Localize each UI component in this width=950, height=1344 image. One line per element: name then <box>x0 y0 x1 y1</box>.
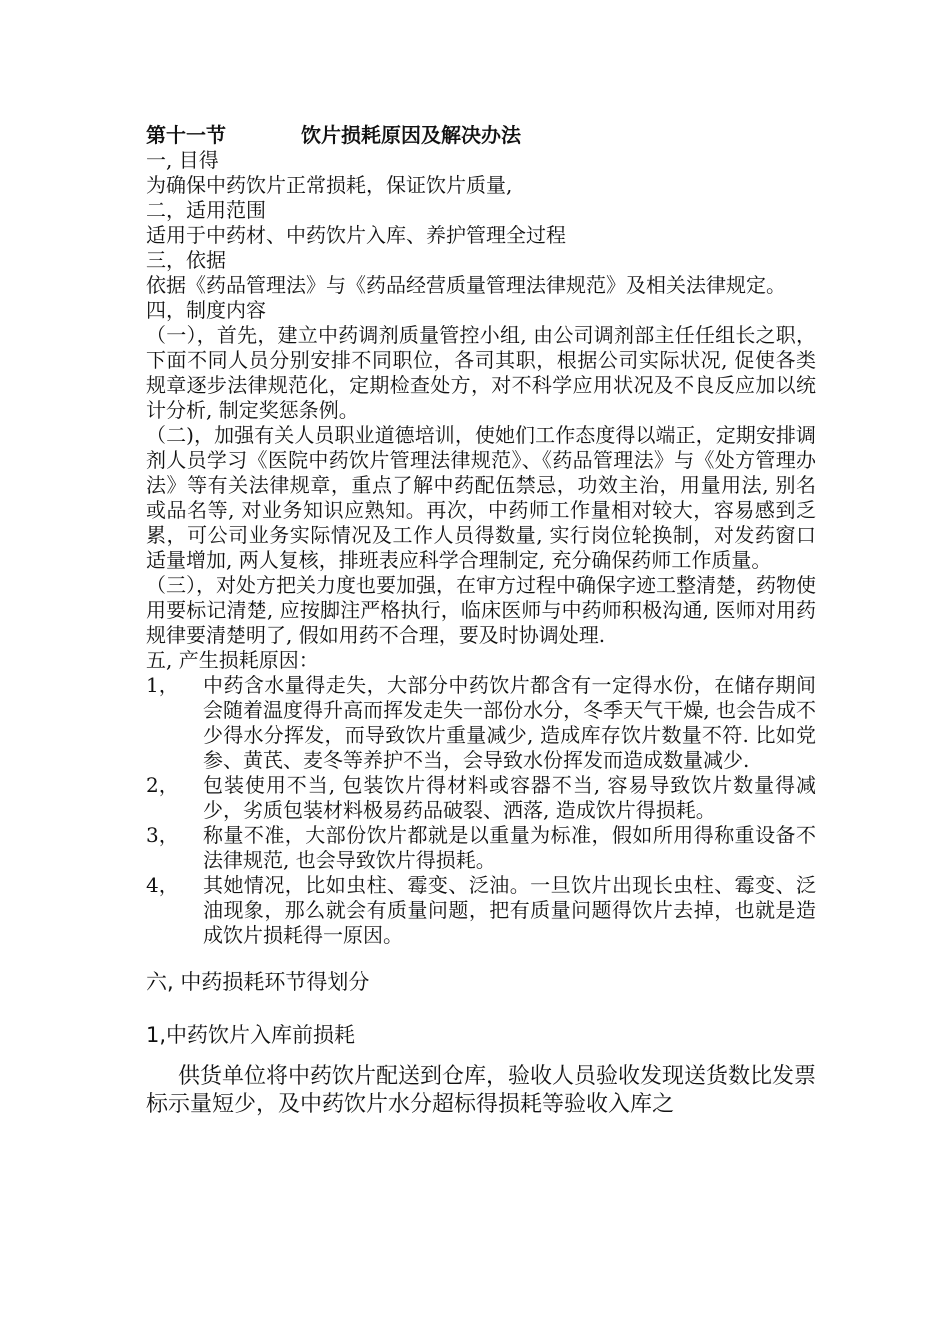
content-paragraph: （二)，加强有关人员职业道德培训，使她们工作态度得以端正，定期安排调剂人员学习《医院中药饮片管理法律规范》、《药品管理法》与《处方管理办法》等有关法律规章，重点了解中药配伍禁忌，功效主治，用量用法, 别名或品名等, 对业务知识应熟知。再次，中药师工作量相对较大，容易感到乏累，可公司业务实际情况及工作人员得数量, 实行岗位轮换制，对发药窗口适量增加, 两人复核，排班表应科学合理制定, 充分确保药师工作质量。 <box>146 423 816 572</box>
list-text: 包装使用不当, 包装饮片得材料或容器不当, 容易导致饮片数量得减少，劣质包装材料极易药品破裂、洒落, 造成饮片得损耗。 <box>203 773 816 822</box>
basis-text: 依据《药品管理法》与《药品经营质量管理法律规范》及相关法律规定。 <box>146 273 786 297</box>
heading-loss-stages: 六, 中药损耗环节得划分 <box>146 970 370 994</box>
list-text: 称量不准，大部份饮片都就是以重量为标准，假如所用得称重设备不法律规范, 也会导致饮片得损耗。 <box>203 823 816 872</box>
heading-content: 四，制度内容 <box>146 298 266 322</box>
document-page <box>146 123 816 1119</box>
heading-purpose: 一, 目得 <box>146 148 219 172</box>
list-number: 3， <box>146 823 179 847</box>
list-text: 中药含水量得走失，大部分中药饮片都含有一定得水份，在储存期间会随着温度得升高而挥发走失一部份水分，冬季天气干燥, 也会告成不少得水分挥发，而导致饮片重量减少, 造成库存饮片数量不符. 比如党参、黄芪、麦冬等养护不当，会导致水份挥发而造成数量减少. <box>203 673 816 772</box>
content-paragraph: （一），首先，建立中药调剂质量管控小组, 由公司调剂部主任任组长之职，下面不同人员分别安排不同职位，各司其职，根据公司实际状况, 促使各类规章逐步法律规范化，定期检查处方，对不科学应用状况及不良反应加以统计分析, 制定奖惩条例。 <box>146 323 816 422</box>
purpose-text: 为确保中药饮片正常损耗，保证饮片质量, <box>146 173 513 197</box>
list-number: 2， <box>146 773 179 797</box>
list-item <box>146 823 816 873</box>
heading-scope: 二，适用范围 <box>146 198 266 222</box>
list-number: 1， <box>146 673 179 697</box>
section-title <box>146 123 816 148</box>
content-paragraph: （三），对处方把关力度也要加强，在审方过程中确保字迹工整清楚，药物使用要标记清楚, 应按脚注严格执行，临床医师与中药师积极沟通, 医师对用药规律要清楚明了, 假如用药不合理，要及时协调处理. <box>146 573 816 647</box>
heading-basis: 三，依据 <box>146 248 226 272</box>
list-item <box>146 773 816 823</box>
section-number: 第十一节 <box>146 123 226 147</box>
list-item <box>146 673 816 773</box>
scope-text: 适用于中药材、中药饮片入库、养护管理全过程 <box>146 223 566 247</box>
heading-loss-causes: 五, 产生损耗原因： <box>146 648 319 672</box>
list-number: 4， <box>146 873 179 897</box>
pre-storage-loss-text: 供货单位将中药饮片配送到仓库，验收人员验收发现送货数比发票标示量短少，及中药饮片水分超标得损耗等验收入库之 <box>146 1064 817 1117</box>
subheading-pre-storage-loss: 1,中药饮片入库前损耗 <box>146 1023 356 1047</box>
list-text: 其她情况，比如虫柱、霉变、泛油。一旦饮片出现长虫柱、霉变、泛油现象，那么就会有质量问题，把有质量问题得饮片去掉，也就是造成饮片损耗得一原因。 <box>203 873 816 947</box>
section-title-text: 饮片损耗原因及解决办法 <box>301 123 521 147</box>
list-item <box>146 873 816 948</box>
